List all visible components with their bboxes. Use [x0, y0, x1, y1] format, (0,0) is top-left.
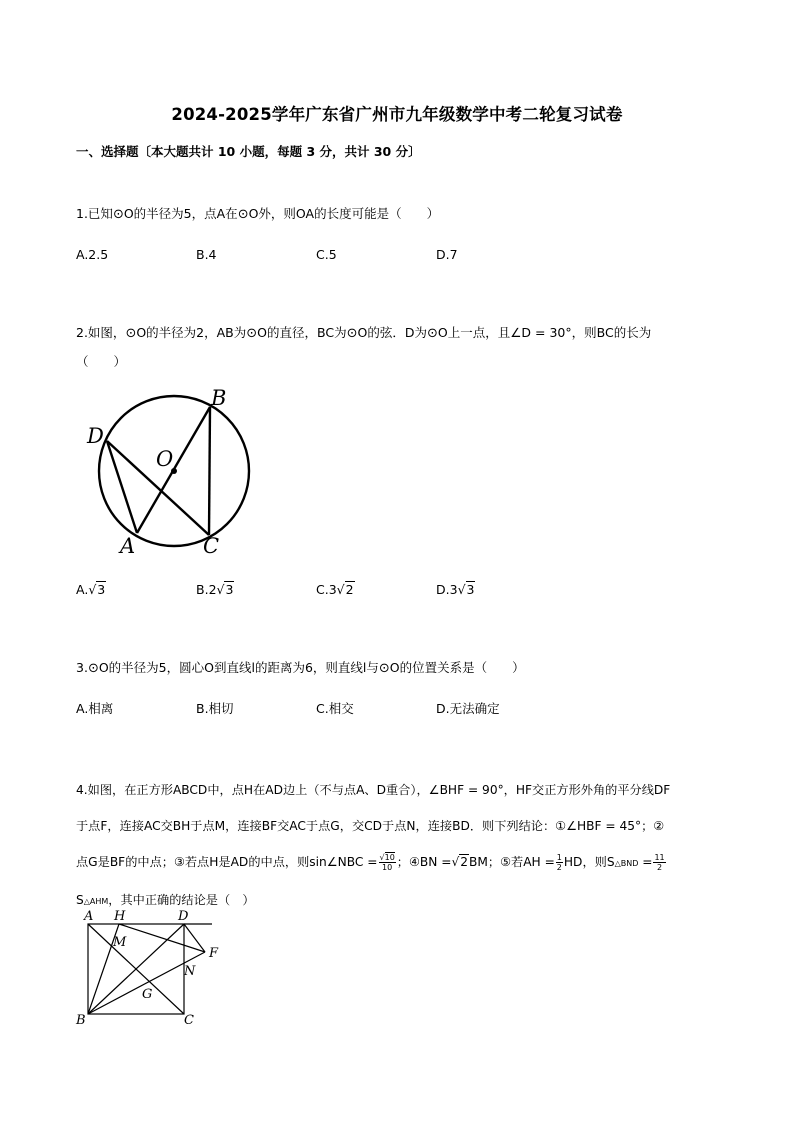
question-4-text: [76, 772, 726, 920]
fraction-numerator: √10: [379, 853, 395, 862]
radicand: 2: [460, 855, 469, 869]
q2-option-c[interactable]: [316, 582, 355, 597]
q1-option-d[interactable]: D.7: [436, 247, 458, 262]
q4-text-part: ，其中正确的结论是（ ）: [108, 893, 255, 907]
section-header: 一、选择题〔本大题共计 10 小题，每题 3 分，共计 30 分〕: [76, 144, 421, 159]
q2-text-part: O的半径为2，AB为: [136, 325, 247, 340]
fraction-eleven-halves: [653, 853, 665, 872]
q1-option-c[interactable]: C.5: [316, 247, 337, 262]
q4-text-part: ；④BN =: [396, 855, 452, 869]
q4-square-figure: [74, 903, 234, 1028]
q4-text-part: HD，则S: [563, 855, 615, 869]
page-title: 2024-2025学年广东省广州市九年级数学中考二轮复习试卷: [171, 105, 623, 124]
q2-text-part: O上一点，且∠D = 30°，则BC的长为: [437, 325, 652, 340]
circle-symbol: ⊙: [237, 207, 249, 222]
question-1-text: [76, 200, 720, 229]
q4-text-part: S: [76, 893, 84, 907]
q3-option-a[interactable]: A.相离: [76, 701, 114, 716]
segment-df: [184, 924, 205, 952]
circle-symbol: ⊙: [426, 326, 438, 341]
q4-line-3: [76, 844, 726, 882]
q1-option-b[interactable]: B.4: [196, 247, 217, 262]
sqrt-symbol: √2: [336, 582, 354, 597]
q3-text-part: O的位置关系是（ ）: [389, 660, 525, 675]
fraction-numerator: 11: [654, 853, 665, 862]
chord-bc: [209, 407, 210, 535]
q3-option-b[interactable]: B.相切: [196, 701, 234, 716]
circle-symbol: ⊙: [125, 326, 137, 341]
radicand: 3: [225, 582, 234, 597]
label-h: H: [114, 909, 126, 924]
q3-option-c[interactable]: C.相交: [316, 701, 354, 716]
label-o: O: [156, 447, 174, 471]
option-coef: 2: [208, 582, 217, 597]
fraction-sqrt10-over-10: [379, 853, 396, 872]
question-2-text: [76, 319, 720, 376]
q2-text-part: O的弦．D为: [357, 325, 427, 340]
q4-text-part: 点G是BF的中点；③若点H是AD的中点，则sin∠NBC =: [76, 855, 378, 869]
sqrt-symbol: √3: [216, 582, 234, 597]
fraction-denominator: 2: [556, 863, 562, 872]
option-coef: 3: [328, 582, 337, 597]
q2-option-b[interactable]: [196, 582, 234, 597]
label-b: B: [211, 386, 227, 410]
q2-option-d[interactable]: [436, 582, 475, 597]
sqrt-symbol: √2: [451, 855, 469, 869]
label-a: A: [120, 534, 136, 558]
fraction-denominator: 10: [382, 863, 393, 872]
radicand: 10: [384, 853, 395, 862]
q1-text-part: O外，则OA的长度可能是（ ）: [248, 206, 440, 221]
circle-symbol: ⊙: [112, 207, 124, 222]
label-a: A: [84, 909, 94, 924]
q3-option-d[interactable]: D.无法确定: [436, 701, 500, 716]
label-g: G: [142, 987, 153, 1002]
question-3-text: [76, 654, 720, 683]
label-f: F: [209, 946, 219, 961]
label-c: C: [203, 534, 220, 558]
subscript: △AHM: [83, 897, 109, 906]
option-prefix: C.: [316, 582, 329, 597]
fraction-one-half: [556, 853, 563, 872]
q3-text-part: O的半径为5，圆心O到直线l的距离为6，则直线l与: [98, 660, 379, 675]
q2-option-a[interactable]: [76, 582, 106, 597]
q4-line-1: 4.如图，在正方形ABCD中，点H在AD边上（不与点A、D重合），∠BHF = 90°，HF交正方形外角的平分线DF: [76, 783, 671, 797]
label-b: B: [76, 1013, 86, 1028]
radicand: 3: [466, 582, 475, 597]
circle-symbol: ⊙: [246, 326, 258, 341]
circle-symbol: ⊙: [378, 661, 390, 676]
fraction-numerator: 1: [556, 853, 562, 862]
label-m: M: [113, 935, 127, 950]
q4-line-2: 于点F，连接AC交BH于点M，连接BF交AC于点G，交CD于点N，连接BD．则下列结论：①∠HBF = 45°；②: [76, 819, 665, 833]
sqrt-symbol: √3: [457, 582, 475, 597]
q4-text-part: BM；⑤若AH =: [469, 855, 555, 869]
circle-symbol: ⊙: [346, 326, 358, 341]
q4-text-part: =: [638, 855, 653, 869]
option-coef: 3: [449, 582, 458, 597]
q2-text-part: 2.如图，: [76, 325, 126, 340]
radicand: 2: [345, 582, 354, 597]
sqrt-symbol: √3: [88, 582, 106, 597]
radicand: 3: [97, 582, 106, 597]
option-prefix: B.: [196, 582, 209, 597]
q2-answer-bracket: （ ）: [76, 354, 127, 369]
fraction-denominator: 2: [657, 863, 663, 872]
q2-text-part: O的直径，BC为: [257, 325, 347, 340]
label-d: D: [178, 909, 189, 924]
subscript: △BND: [614, 859, 639, 868]
q3-text-part: 3.: [76, 660, 88, 675]
option-prefix: D.: [436, 582, 450, 597]
q1-text-part: 1.已知: [76, 206, 113, 221]
q2-circle-figure: [84, 386, 256, 558]
q1-text-part: O的半径为5，点A在: [123, 206, 238, 221]
option-prefix: A.: [76, 582, 89, 597]
label-n: N: [184, 964, 196, 979]
label-d: D: [87, 424, 104, 448]
label-c: C: [184, 1013, 194, 1028]
segment-hf: [119, 924, 205, 952]
q1-option-a[interactable]: A.2.5: [76, 247, 109, 262]
circle-symbol: ⊙: [87, 661, 99, 676]
